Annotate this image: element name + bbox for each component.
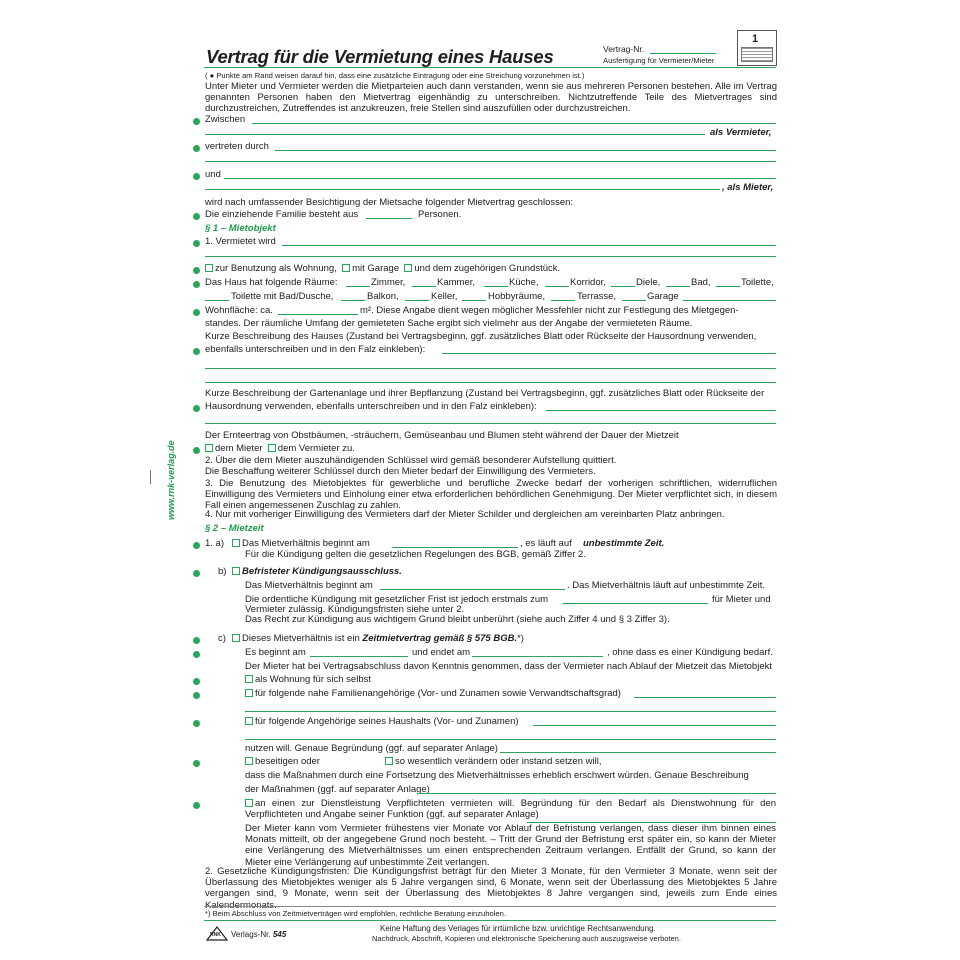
room-kammer-label: Kammer, [437,277,476,288]
marker-dot [193,637,200,644]
marker-dot [193,213,200,220]
room-kueche-label: Küche, [509,277,539,288]
service-text: an einen zur Dienstleistung Verpflichteten vermieten will. Begründung für den Bedarf als Dienstwohnung für den Verpflichteten und Angabe seiner Funktion (ggf. auf separater Anlage) [245,798,776,821]
marker-dot [193,118,200,125]
fixed-start-field[interactable] [310,656,408,657]
garden-desc-field-2[interactable] [205,423,776,424]
checkbox-grundstueck[interactable] [404,264,412,272]
house-desc-b: ebenfalls unterschreiben und in den Falz einkleben): [205,344,426,355]
marker-dot [193,405,200,412]
checkbox-garage[interactable] [342,264,350,272]
keys-text-b: Die Beschaffung weiterer Schlüssel durch den Mieter bedarf der Einwilligung des Vermieters. [205,466,596,477]
household-names-field-2[interactable] [245,739,776,740]
object-field[interactable] [282,245,776,246]
clause-1c-num: c) [218,633,226,644]
marker-dot [193,802,200,809]
service-row [245,798,776,820]
measures-row-2 [385,756,601,768]
garden-desc-field[interactable] [546,410,776,411]
marker-dot [193,267,200,274]
measures-detail-label: der Maßnahmen (ggf. auf separater Anlage) [245,784,430,795]
checkbox-harvest-tenant[interactable] [205,444,213,452]
checkbox-wohnung[interactable] [205,264,213,272]
family-text-a: Die einziehende Familie besteht aus [205,209,359,220]
checkbox-self-use[interactable] [245,675,253,683]
clause-1b-num: b) [218,566,227,577]
start-date-field[interactable] [392,547,518,548]
clause-1c-end-label: und endet am [412,647,471,658]
house-desc-field-2[interactable] [205,368,776,369]
reason-household-row [245,716,519,728]
clause-1a-text-3: Für die Kündigung gelten die gesetzlichen Regelungen des BGB, gemäß Ziffer 2. [245,549,586,560]
clause-1b-text-4: für Mieter und [712,594,771,605]
reason-family-row [245,688,621,700]
fixed-end-field[interactable] [472,656,603,657]
first-termination-field[interactable] [563,603,708,604]
marker-dot [193,309,200,316]
room-zimmer-label: Zimmer, [371,277,406,288]
commercial-use-text: 3. Die Benutzung des Mietobjektes für gewerbliche und berufliche Zwecke bedarf der vorherigen schriftlichen, widerruflichen Einwilligung des Vermieters und Einholung einer etwa erforderlichen behördlichen Genehmigung. Der Mieter verpflichtet sich, in diesem Fall einen angemessenen Zuschlag zu zahlen. [205,478,777,512]
page-number: 1 [752,33,759,45]
start-date-field-b[interactable] [380,589,565,590]
marker-dot [193,173,200,180]
room-keller-label: Keller, [431,291,458,302]
room-balkon-label: Balkon, [367,291,399,302]
closing-text: wird nach umfassender Besichtigung der Mietsache folgender Mietvertrag geschlossen: [205,197,574,208]
room-count-field[interactable] [405,300,429,301]
area-label: Wohnfläche: ca. [205,305,273,316]
use-grund-label: und dem zugehörigen Grundstück. [414,263,561,274]
garden-desc-a: Kurze Beschreibung der Gartenanlage und ihrer Bepflanzung (Zustand bei Vertragsbeginn, ggf. zusätzliches Blatt oder Rückseite der [205,388,765,399]
clause-1c-row [232,633,524,645]
notice-periods-text: 2. Gesetzliche Kündigungsfristen: Die Kündigungsfrist beträgt für den Mieter 3 Monate, für den Vermieter 3 Monate, wenn seit der Überlassung des Mietobjektes weniger als 5 Jahre vergangen sind, 6 Monate, wenn seit der Überlassung des Mietobjektes 5 Jahre vergangen sind, 9 Monate, wenn seit der Überlassung des Mietobjektes 8 Jahre vergangen sind, jeweils zum Ende eines Kalendermonats. [205,866,777,911]
footer-rule [204,920,776,921]
copy-label: Ausfertigung für Vermieter/Mieter [603,56,715,65]
als-vermieter: als Vermieter, [710,127,772,138]
harvest-tenant-label: dem Mieter [215,443,263,454]
checkbox-remove[interactable] [245,757,253,765]
signs-text: 4. Nur mit vorheriger Einwilligung des Vermieters darf der Mieter Schilder und dergleichen am vereinbarten Platz anbringen. [205,509,725,520]
clause-1c-begin-label: Es beginnt am [245,647,306,658]
room-count-field[interactable] [611,286,635,287]
intro: Unter Mieter und Vermieter werden die Mietparteien auch dann verstanden, wenn sie aus mehreren Personen bestehen. Alle im Vertrag genannten Personen haben den Mietvertrag eigenhändig zu unterschreiben. Nichtzutreffende Teile des Mietvertrages sind durchzustreichen, Zutreffendes ist anzukreuzen, freie Stellen sind auszufüllen oder durchzustreichen. [205,81,777,115]
keys-text-a: 2. Über die dem Mieter auszuhändigenden Schlüssel wird gemäß besonderer Aufstellung quittiert. [205,455,617,466]
representative-field-2[interactable] [205,161,776,162]
page-title: Vertrag für die Vermietung eines Hauses [206,46,554,67]
room-extra-field[interactable] [683,300,776,301]
reason-self-row [245,674,371,686]
fold-mark [150,470,151,484]
marker-dot [193,651,200,658]
measures-row [245,756,320,768]
room-korridor-label: Korridor, [570,277,606,288]
checkbox-unbefristet[interactable] [232,539,240,547]
checkbox-family-use[interactable] [245,689,253,697]
section-2-heading: § 2 – Mietzeit [205,523,264,534]
marker-dot [193,720,200,727]
family-text-b: Personen. [418,209,462,220]
representative-field[interactable] [275,150,776,151]
liability-text: Keine Haftung des Verlages für irrtümliche bzw. unrichtige Rechtsanwendung. [380,924,656,933]
measures-remove-label: beseitigen oder [255,756,320,767]
contract-no-field[interactable] [650,53,716,54]
landlord-field-2[interactable] [205,134,705,135]
note: ( ● Punkte am Rand weisen darauf hin, dass eine zusätzliche Eintragung oder eine Streichung vorzunehmen ist.) [205,71,585,80]
reason-family-label: für folgende nahe Familienangehörige (Vor- und Zunamen sowie Verwandtschaftsgrad) [255,688,621,699]
landlord-field[interactable] [252,123,776,124]
clause-1a-text: Das Mietverhältnis beginnt am [242,538,370,549]
reason-detail-label: nutzen will. Genaue Begründung (ggf. auf separater Anlage) [245,743,498,754]
vertreten-label: vertreten durch [205,141,269,152]
house-desc-field-3[interactable] [205,382,776,383]
use-garage-label: mit Garage [352,263,400,274]
room-count-field[interactable] [716,286,740,287]
room-count-field[interactable] [341,300,365,301]
room-count-field[interactable] [346,286,370,287]
verlag-label: Verlags-Nr. [231,930,271,939]
rnk-logo [206,925,228,941]
clause-1c-text-1: Dieses Mietverhältnis ist ein [242,633,360,644]
harvest-text: Der Ernteertrag von Obstbäumen, -sträuchern, Gemüseanbau und Blumen steht während der Dauer der Mietzeit [205,430,679,441]
house-desc-field[interactable] [442,353,776,354]
measures-modify-label: so wesentlich verändern oder instand setzen will, [395,756,602,767]
side-url: www.rnk-verlag.de [166,440,176,520]
reason-household-label: für folgende Angehörige seines Haushalts (Vor- und Zunamen) [255,716,519,727]
family-names-field-2[interactable] [245,711,776,712]
room-diele-label: Diele, [636,277,661,288]
family-count-field[interactable] [366,218,412,219]
checkbox-service-tenant[interactable] [245,799,253,807]
harvest-landlord-label: dem Vermieter zu. [277,443,355,454]
zwischen-label: Zwischen [205,114,246,125]
clause-1c-text-7: Der Mieter hat bei Vertragsabschluss davon Kenntnis genommen, dass der Vermieter nach Ablauf der Mietzeit das Mietobjekt [245,661,772,672]
household-names-field[interactable] [533,725,776,726]
footnote-ref: *) [517,633,524,644]
und-label: und [205,169,221,180]
verlag-row [231,930,286,939]
marker-dot [193,348,200,355]
room-toilette-bad-label: Toilette mit Bad/Dusche, [231,291,334,302]
use-wohnung-label: zur Benutzung als Wohnung, [215,263,337,274]
marker-dot [193,281,200,288]
room-count-field[interactable] [412,286,436,287]
marker-dot [193,570,200,577]
use-row [205,263,560,275]
clause-1b-row [232,566,402,578]
clause-1a-row [232,538,370,550]
area-field[interactable] [278,314,358,315]
clause-1a-text-2: , es läuft auf [520,538,572,549]
tenant-field-2[interactable] [205,189,720,190]
rooms-intro: Das Haus hat folgende Räume: [205,277,338,288]
footnote: *) Beim Abschluss von Zeitmietverträgen wird empfohlen, rechtliche Beratung einzuholen. [205,909,506,918]
family-names-field[interactable] [634,697,776,698]
logo-text: RNK [210,932,221,938]
object-field-2[interactable] [205,256,776,257]
marker-dot [193,145,200,152]
vermietet-label: 1. Vermietet wird [205,236,276,247]
section-1-heading: § 1 – Mietobjekt [205,223,276,234]
marker-dot [193,542,200,549]
marker-dot [193,678,200,685]
checkbox-modify[interactable] [385,757,393,765]
marker-dot [193,447,200,454]
checkbox-household-use[interactable] [245,717,253,725]
page-number-box [737,30,777,66]
room-count-field[interactable] [666,286,690,287]
room-count-field[interactable] [551,300,575,301]
room-count-field[interactable] [545,286,569,287]
measures-detail-field[interactable] [417,793,776,794]
area-text-b: m². Diese Angabe dient wegen möglicher Messfehler nicht zur Festlegung des Mietgegen- [360,305,739,316]
als-mieter: , als Mieter, [722,182,774,193]
room-bad-label: Bad, [691,277,711,288]
clause-1c-title: Zeitmietvertrag gemäß § 575 BGB. [362,633,518,644]
clause-1c-text-6: , ohne dass es einer Kündigung bedarf. [607,647,773,658]
marker-dot [193,692,200,699]
marker-dot [193,240,200,247]
garden-desc-b: Hausordnung verwenden, ebenfalls unterschreiben und in den Falz einkleben): [205,401,537,412]
checkbox-zeitmietvertrag[interactable] [232,634,240,642]
reason-detail-field[interactable] [500,752,776,753]
room-toilette-label: Toilette, [741,277,774,288]
marker-dot [193,760,200,767]
clause-1b-title: Befristeter Kündigungsausschluss. [242,566,402,577]
checkbox-harvest-landlord[interactable] [268,444,276,452]
area-text-c: standes. Der räumliche Umfang der gemieteten Sache ergibt sich vielmehr aus der Angabe der vermieteten Räume. [205,318,693,329]
clause-1a-num: 1. a) [205,538,225,549]
verlag-number: 545 [272,930,287,939]
tenant-field[interactable] [224,178,776,179]
clause-1a-unbestimmt: unbestimmte Zeit. [583,538,665,549]
reason-self-label: als Wohnung für sich selbst [255,674,371,685]
contract-no-label: Vertrag-Nr. [603,44,645,54]
harvest-row [205,443,355,455]
header-rule [204,67,776,68]
room-terrasse-label: Terrasse, [577,291,617,302]
measures-text: dass die Maßnahmen durch eine Fortsetzung des Mietverhältnisses erheblich erschwert würden. Genaue Beschreibung [245,770,749,781]
room-count-field[interactable] [462,300,486,301]
checkbox-kuendigungsausschluss[interactable] [232,567,240,575]
clause-1b-text-6: Das Recht zur Kündigung aus wichtigem Grund bleibt unberührt (siehe auch Ziffer 4 und § 3 Ziffer 3). [245,614,670,625]
room-hobby-label: Hobbyräume, [488,291,546,302]
room-count-field[interactable] [622,300,646,301]
room-count-field[interactable] [205,300,229,301]
extension-text: Der Mieter kann vom Vermieter frühestens vier Monate vor Ablauf der Befristung verlangen, dass dieser ihm binnen eines Monats mitteilt, ob der angegebene Grund noch besteht. – Tritt der Grund der Befristung erst später ein, so kann der Mieter eine Verlängerung des Mietverhältnisses um einen entsprechenden Zeitraum verlangen. Entfällt der Grund, so kann der Mieter eine Verlängerung auf unbestimmte Zeit verlangen. [245,823,776,868]
footnote-rule [204,906,776,907]
copyright-text: Nachdruck, Abschrift, Kopieren und elektronische Speicherung auch auszugsweise verboten. [372,934,681,943]
clause-1b-text-5: Vermieter zulässig. Kündigungsfristen siehe unter 2. [245,604,465,615]
tray-icon [741,47,773,62]
clause-1b-text-2: . Das Mietverhältnis läuft auf unbestimmte Zeit. [567,580,765,591]
clause-1b-text-3: Die ordentliche Kündigung mit gesetzlicher Frist ist jedoch erstmals zum [245,594,549,605]
room-garage-label: Garage [647,291,679,302]
room-count-field[interactable] [484,286,508,287]
house-desc-a: Kurze Beschreibung des Hauses (Zustand bei Vertragsbeginn, ggf. zusätzliches Blatt oder Rückseite der Hausordnung verwenden, [205,331,757,342]
clause-1b-text-1: Das Mietverhältnis beginnt am [245,580,373,591]
